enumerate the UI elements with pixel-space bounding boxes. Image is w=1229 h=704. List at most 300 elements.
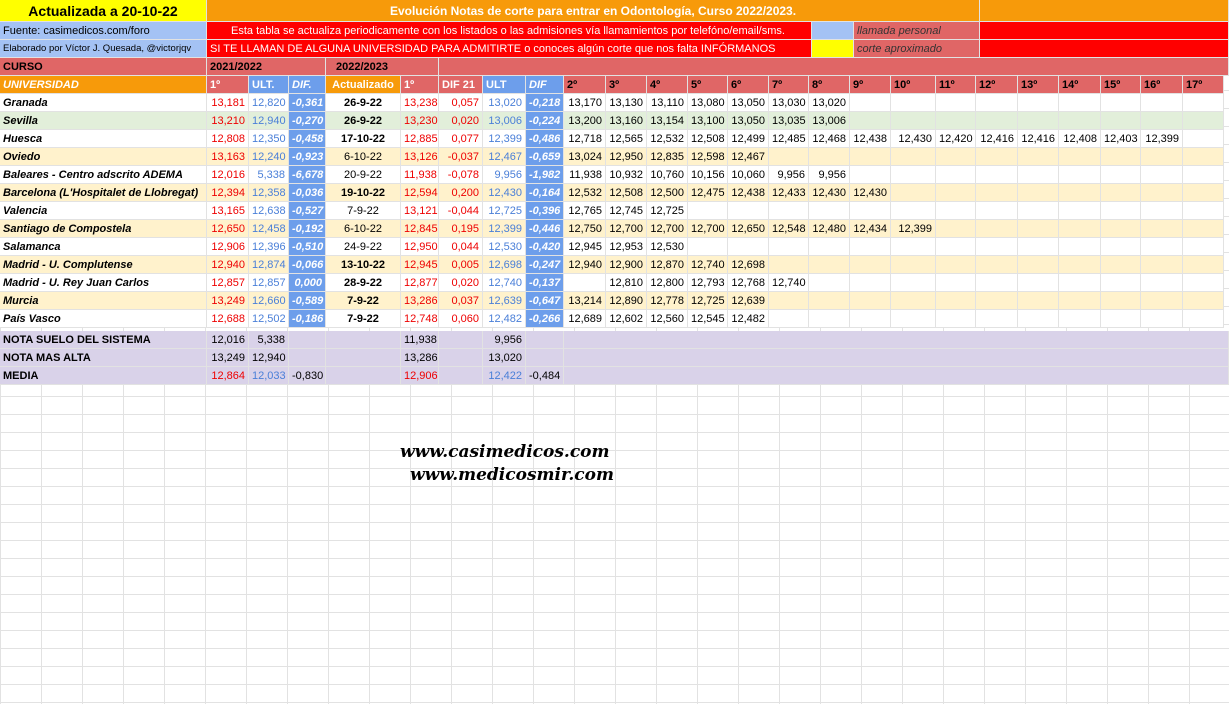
table-cell [1059,220,1101,238]
table-cell: 13,121 [401,202,439,220]
table-cell [1101,238,1141,256]
table-cell [850,274,891,292]
summary-cell: 12,940 [249,349,289,367]
table-cell: -6,678 [289,166,326,184]
table-cell: 12,638 [249,202,289,220]
table-cell [728,238,769,256]
table-cell: -0,078 [439,166,483,184]
note-fill [980,22,1229,40]
table-cell: 13,181 [207,94,249,112]
table-cell [1141,148,1183,166]
table-cell: 13,110 [647,94,688,112]
table-cell [769,292,809,310]
table-cell: 12,530 [647,238,688,256]
summary-label: NOTA MAS ALTA [0,349,207,367]
table-cell [976,148,1018,166]
table-cell: 12,700 [606,220,647,238]
column-header: 4º [647,76,688,94]
table-cell: 12,499 [728,130,769,148]
table-cell [1141,256,1183,274]
table-cell [809,202,850,220]
table-cell [1018,166,1059,184]
table-cell: -0,266 [526,310,564,328]
table-cell: 13,238 [401,94,439,112]
table-cell [850,238,891,256]
table-cell: 12,240 [249,148,289,166]
page-title: Evolución Notas de corte para entrar en Odontología, Curso 2022/2023. [207,0,980,22]
table-cell: 12,420 [936,130,976,148]
university-name: Salamanca [0,238,207,256]
summary-cell [526,331,564,349]
table-cell [1101,112,1141,130]
table-cell [1059,94,1101,112]
table-cell: -0,066 [289,256,326,274]
table-cell: 12,740 [483,274,526,292]
table-cell [1141,184,1183,202]
summary-fill [564,331,1229,349]
table-cell [1059,166,1101,184]
table-cell: 13,020 [483,94,526,112]
table-cell: -0,218 [526,94,564,112]
table-cell [936,94,976,112]
curso-fill [439,58,1229,76]
table-cell: 12,725 [483,202,526,220]
table-cell: 12,740 [769,274,809,292]
watermark-medicosmir-center: www.medicosmir.com [410,465,614,485]
table-cell: 12,639 [728,292,769,310]
table-cell: -0,036 [289,184,326,202]
summary-cell: 12,864 [207,367,249,385]
table-cell [1059,112,1101,130]
legend-swatch-approx [812,40,854,58]
summary-cell: 12,422 [483,367,526,385]
table-cell [1018,94,1059,112]
summary-cell: 13,020 [483,349,526,367]
table-cell [891,238,936,256]
table-cell: 12,940 [207,256,249,274]
table-cell [1101,166,1141,184]
table-cell: -0,396 [526,202,564,220]
table-cell: 12,532 [647,130,688,148]
table-cell [809,148,850,166]
table-cell: -0,589 [289,292,326,310]
table-cell: -0,446 [526,220,564,238]
watermark-casimedicos-center: www.casimedicos.com [400,442,610,462]
table-cell: 12,594 [401,184,439,202]
table-cell [891,202,936,220]
column-header: 15º [1101,76,1141,94]
column-header: 1º [401,76,439,94]
table-cell: 12,475 [688,184,728,202]
table-cell: -0,224 [526,112,564,130]
table-cell [976,184,1018,202]
university-name: Huesca [0,130,207,148]
table-cell: 0,020 [439,274,483,292]
table-cell: 12,502 [249,310,289,328]
university-name: Granada [0,94,207,112]
table-cell: -0,192 [289,220,326,238]
table-cell [728,202,769,220]
summary-cell [526,349,564,367]
table-cell [891,112,936,130]
table-cell: 0,195 [439,220,483,238]
table-cell: 12,565 [606,130,647,148]
table-cell [1183,292,1224,310]
table-cell [850,166,891,184]
column-header: UNIVERSIDAD [0,76,207,94]
table-cell: 26-9-22 [326,94,401,112]
table-cell: 12,688 [207,310,249,328]
table-cell [891,292,936,310]
table-cell: 26-9-22 [326,112,401,130]
year-prev: 2021/2022 [207,58,326,76]
summary-cell: -0,484 [526,367,564,385]
table-cell: 13,230 [401,112,439,130]
table-cell [1018,238,1059,256]
table-cell [1018,274,1059,292]
table-cell [1101,256,1141,274]
table-cell: 12,500 [647,184,688,202]
table-cell: 12,399 [1141,130,1183,148]
table-cell: 0,000 [289,274,326,292]
table-cell: 12,870 [647,256,688,274]
summary-cell [326,349,401,367]
table-cell [976,256,1018,274]
table-cell [1101,310,1141,328]
table-cell [1141,202,1183,220]
table-cell [936,310,976,328]
table-cell: 12,430 [483,184,526,202]
table-cell [809,238,850,256]
table-cell: 7-9-22 [326,310,401,328]
table-cell [850,148,891,166]
table-cell: 12,890 [606,292,647,310]
summary-cell: 12,033 [249,367,289,385]
university-name: Baleares - Centro adscrito ADEMA [0,166,207,184]
table-cell [850,292,891,310]
table-cell [769,310,809,328]
summary-cell: 11,938 [401,331,439,349]
legend-swatch-call [812,22,854,40]
legend-approx-label: corte aproximado [854,40,980,58]
summary-cell [326,331,401,349]
table-cell: 6-10-22 [326,148,401,166]
table-cell [688,238,728,256]
table-cell [809,274,850,292]
legend-call-label: llamada personal [854,22,980,40]
table-cell: 12,467 [728,148,769,166]
table-cell: 12,740 [688,256,728,274]
table-cell: 12,433 [769,184,809,202]
table-cell: -0,137 [526,274,564,292]
table-cell: -0,647 [526,292,564,310]
table-cell: 12,548 [769,220,809,238]
column-header: 12º [976,76,1018,94]
table-cell [1101,292,1141,310]
table-cell [1059,202,1101,220]
table-cell: 12,350 [249,130,289,148]
column-header: 7º [769,76,809,94]
table-cell [891,310,936,328]
table-cell: 0,060 [439,310,483,328]
university-name: Madrid - U. Complutense [0,256,207,274]
table-cell: 28-9-22 [326,274,401,292]
table-cell: 12,953 [606,238,647,256]
table-cell: 13,130 [606,94,647,112]
table-cell: 12,468 [809,130,850,148]
table-cell [936,238,976,256]
table-cell: 12,532 [564,184,606,202]
table-cell [1101,94,1141,112]
column-header: 3º [606,76,647,94]
table-cell: 13-10-22 [326,256,401,274]
table-cell: 12,768 [728,274,769,292]
summary-cell: 12,906 [401,367,439,385]
table-cell: 12,945 [401,256,439,274]
table-cell: 12,945 [564,238,606,256]
university-name: Murcia [0,292,207,310]
table-cell: 12,698 [483,256,526,274]
table-cell: 13,165 [207,202,249,220]
table-cell: 12,399 [483,220,526,238]
table-cell: 12,602 [606,310,647,328]
table-cell: -0,361 [289,94,326,112]
table-cell: 13,024 [564,148,606,166]
column-header: 1º [207,76,249,94]
table-cell: 13,286 [401,292,439,310]
table-cell: 12,900 [606,256,647,274]
table-cell: 19-10-22 [326,184,401,202]
table-cell: 13,163 [207,148,249,166]
summary-cell [439,349,483,367]
table-cell: 12,480 [809,220,850,238]
table-cell [891,256,936,274]
table-cell: 12,778 [647,292,688,310]
table-cell: 12,458 [249,220,289,238]
table-cell: 12,482 [483,310,526,328]
table-cell [891,274,936,292]
university-name: Madrid - U. Rey Juan Carlos [0,274,207,292]
table-cell: 20-9-22 [326,166,401,184]
table-cell: 13,200 [564,112,606,130]
table-cell [1018,256,1059,274]
table-cell [564,274,606,292]
summary-cell [289,349,326,367]
table-cell: 12,650 [207,220,249,238]
table-cell [976,112,1018,130]
column-header: 2º [564,76,606,94]
table-cell: -0,247 [526,256,564,274]
table-cell [1141,274,1183,292]
table-cell: 9,956 [809,166,850,184]
table-cell [1059,256,1101,274]
table-cell: 12,416 [1018,130,1059,148]
table-cell [1101,274,1141,292]
table-cell: 11,938 [401,166,439,184]
table-cell: -0,510 [289,238,326,256]
table-cell [1018,292,1059,310]
table-cell [1183,94,1224,112]
table-cell: 13,006 [483,112,526,130]
author-label: Elaborado por Víctor J. Quesada, @victorjqv [0,40,207,58]
table-cell [1183,166,1224,184]
table-cell: 0,057 [439,94,483,112]
table-cell [809,292,850,310]
table-cell [1101,184,1141,202]
table-cell: -0,164 [526,184,564,202]
table-cell: 12,560 [647,310,688,328]
table-cell [769,202,809,220]
table-cell: 13,035 [769,112,809,130]
table-cell: 12,700 [647,220,688,238]
table-cell: 17-10-22 [326,130,401,148]
table-cell: 12,950 [606,148,647,166]
column-header: 8º [809,76,850,94]
table-cell: 12,416 [976,130,1018,148]
table-cell: 12,358 [249,184,289,202]
university-name: Sevilla [0,112,207,130]
table-cell [1018,310,1059,328]
table-cell [1101,148,1141,166]
note-update: Esta tabla se actualiza periodicamente con los listados o las admisiones vía llamamientos por telefóno/email/sms. [207,22,812,40]
table-cell: 12,808 [207,130,249,148]
table-cell: 9,956 [483,166,526,184]
table-cell: 12,800 [647,274,688,292]
summary-cell [439,367,483,385]
table-cell: 12,750 [564,220,606,238]
table-cell [976,220,1018,238]
table-cell [1018,148,1059,166]
table-cell [1141,310,1183,328]
summary-cell [439,331,483,349]
table-cell: 24-9-22 [326,238,401,256]
table-cell [936,202,976,220]
table-cell [936,184,976,202]
table-cell: -0,923 [289,148,326,166]
table-cell: 13,050 [728,94,769,112]
table-cell [1141,220,1183,238]
table-cell: 12,430 [809,184,850,202]
table-cell: 12,438 [728,184,769,202]
table-cell: 12,639 [483,292,526,310]
column-header: 9º [850,76,891,94]
table-cell: 7-9-22 [326,202,401,220]
table-cell [850,202,891,220]
table-cell [1059,310,1101,328]
table-cell: 12,810 [606,274,647,292]
column-header: 17º [1183,76,1224,94]
table-cell: 12,396 [249,238,289,256]
summary-label: NOTA SUELO DEL SISTEMA [0,331,207,349]
column-header: DIF. [289,76,326,94]
table-cell [936,220,976,238]
table-cell: -0,527 [289,202,326,220]
table-cell: 13,100 [688,112,728,130]
table-cell: 12,820 [249,94,289,112]
table-cell [976,94,1018,112]
table-cell: 12,408 [1059,130,1101,148]
table-cell [1018,220,1059,238]
column-header: 10º [891,76,936,94]
table-cell: 13,030 [769,94,809,112]
table-cell: 12,874 [249,256,289,274]
table-cell: 12,698 [728,256,769,274]
table-cell [891,148,936,166]
table-cell: 13,006 [809,112,850,130]
summary-fill [564,367,1229,385]
summary-cell: 9,956 [483,331,526,349]
table-cell [1183,202,1224,220]
university-name: Barcelona (L'Hospitalet de Llobregat) [0,184,207,202]
table-cell [936,274,976,292]
table-cell: 13,126 [401,148,439,166]
table-cell: 0,020 [439,112,483,130]
table-cell [976,202,1018,220]
table-cell [976,310,1018,328]
table-cell [976,274,1018,292]
table-cell: -0,044 [439,202,483,220]
table-cell: 12,485 [769,130,809,148]
summary-fill [564,349,1229,367]
summary-cell: 13,286 [401,349,439,367]
table-cell: 13,154 [647,112,688,130]
table-cell [936,112,976,130]
column-header: 11º [936,76,976,94]
column-header: ULT [483,76,526,94]
table-cell [1018,112,1059,130]
table-cell [1059,184,1101,202]
table-cell: -1,982 [526,166,564,184]
table-cell: 12,508 [606,184,647,202]
table-cell: 12,793 [688,274,728,292]
table-cell: 12,016 [207,166,249,184]
updated-date: Actualizada a 20-10-22 [0,0,207,22]
table-cell: 12,660 [249,292,289,310]
table-cell [1183,274,1224,292]
table-cell [1141,112,1183,130]
university-name: Oviedo [0,148,207,166]
summary-cell [326,367,401,385]
column-header: Actualizado [326,76,401,94]
table-cell [850,94,891,112]
table-cell [1183,310,1224,328]
table-cell: 11,938 [564,166,606,184]
column-header: ULT. [249,76,289,94]
table-cell: 12,545 [688,310,728,328]
university-name: Santiago de Compostela [0,220,207,238]
table-cell: 12,748 [401,310,439,328]
table-cell: 12,482 [728,310,769,328]
table-cell [891,94,936,112]
curso-label: CURSO [0,58,207,76]
table-cell: 12,835 [647,148,688,166]
table-cell [1183,184,1224,202]
table-cell: -0,458 [289,130,326,148]
table-cell: 0,005 [439,256,483,274]
table-cell: -0,420 [526,238,564,256]
summary-cell: -0,830 [289,367,326,385]
table-cell [1183,148,1224,166]
table-cell: 0,077 [439,130,483,148]
table-cell [1141,238,1183,256]
table-cell: -0,486 [526,130,564,148]
table-cell [850,112,891,130]
table-cell [976,292,1018,310]
column-header: 13º [1018,76,1059,94]
table-cell: 9,956 [769,166,809,184]
university-name: País Vasco [0,310,207,328]
title-fill [980,0,1229,22]
